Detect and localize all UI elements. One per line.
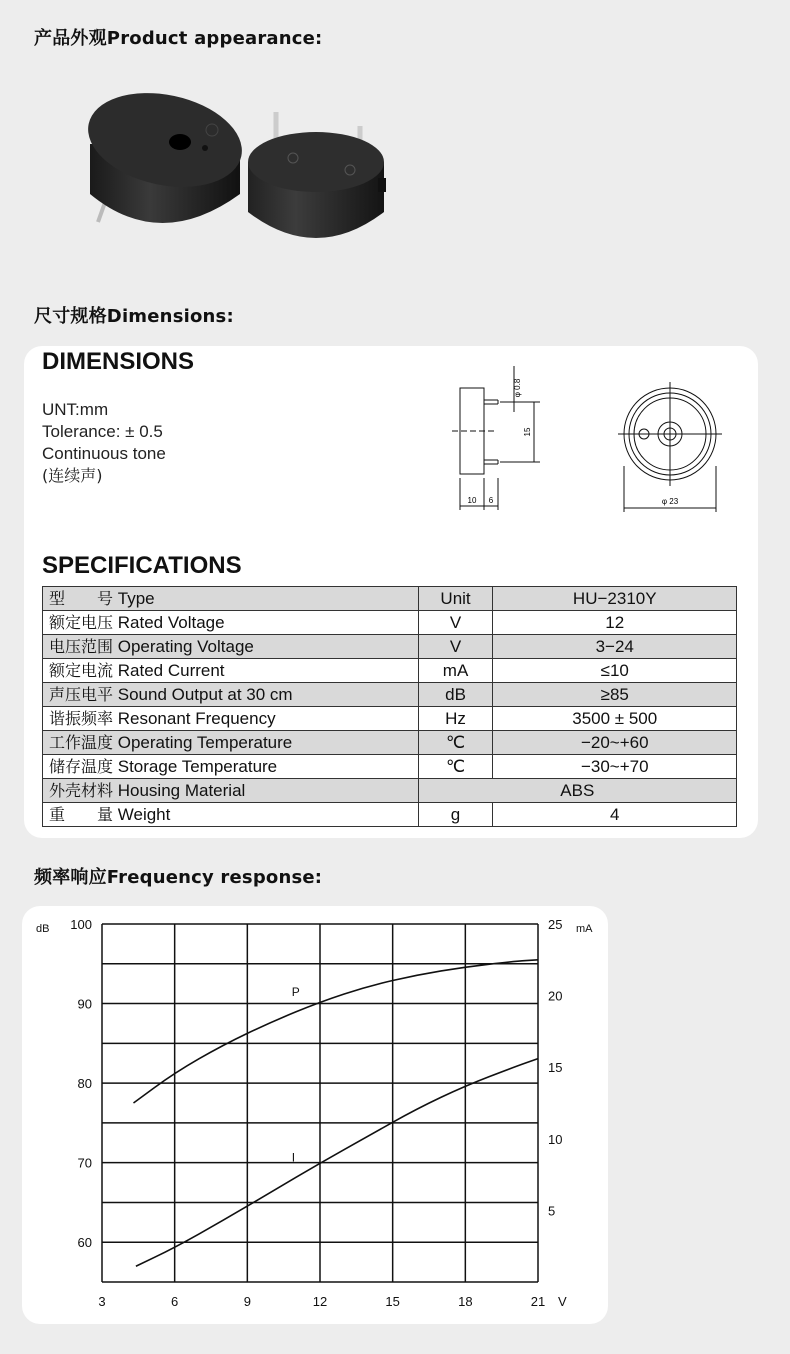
section-title-frequency: 频率响应Frequency response: xyxy=(34,867,323,888)
dim-pin-spacing-label: 15 xyxy=(523,427,532,437)
spec-parameter-en: Rated Voltage xyxy=(117,613,225,632)
spec-unit-cell: ℃ xyxy=(418,731,493,755)
y-tick-label: 60 xyxy=(77,1235,92,1251)
spec-row xyxy=(43,635,737,659)
tone-zh-note: (连续声) xyxy=(42,466,103,485)
spec-value-cell: −30~+70 xyxy=(493,755,737,779)
spec-row xyxy=(43,659,737,683)
spec-unit-cell: ℃ xyxy=(418,755,493,779)
spec-parameter-cell xyxy=(43,707,419,731)
specifications-table xyxy=(42,586,737,827)
spec-parameter-en: Resonant Frequency xyxy=(117,709,276,728)
spec-row xyxy=(43,707,737,731)
x-axis-label: V xyxy=(558,1294,567,1309)
x-tick-label: 15 xyxy=(385,1294,400,1309)
product-photo xyxy=(80,82,400,262)
spec-parameter-cell xyxy=(43,731,419,755)
y2-tick-label: 20 xyxy=(548,988,563,1004)
spec-unit-cell: g xyxy=(418,803,493,827)
side-view-drawing xyxy=(444,360,574,515)
y-tick-label: 80 xyxy=(77,1076,92,1092)
tone-note: Continuous tone xyxy=(42,444,166,463)
spec-parameter-en: Weight xyxy=(117,805,171,824)
spec-parameter-en: Rated Current xyxy=(117,661,225,680)
buzzer-pin-view xyxy=(248,112,386,238)
spec-value-cell: 4 xyxy=(493,803,737,827)
frequency-response-chart xyxy=(22,906,608,1324)
spec-parameter-zh: 型 号 xyxy=(49,589,114,608)
spec-row xyxy=(43,587,737,611)
x-tick-label: 21 xyxy=(530,1294,546,1309)
dim-height-label: 10 xyxy=(467,496,477,505)
spec-value-cell: HU−2310Y xyxy=(493,587,737,611)
section-title-appearance: 产品外观Product appearance: xyxy=(34,28,323,49)
y2-tick-label: 10 xyxy=(548,1131,563,1147)
series-label-i: I xyxy=(291,1150,296,1165)
spec-parameter-cell xyxy=(43,659,419,683)
spec-parameter-en: Sound Output at 30 cm xyxy=(117,685,293,704)
spec-parameter-cell xyxy=(43,683,419,707)
spec-value-cell: 3−24 xyxy=(493,635,737,659)
dim-diameter-label: φ 23 xyxy=(661,497,679,506)
section-title-dimensions: 尺寸规格Dimensions: xyxy=(34,306,234,327)
spec-parameter-zh: 重 量 xyxy=(49,805,114,824)
spec-parameter-zh: 额定电流 xyxy=(49,661,114,680)
spec-row xyxy=(43,683,737,707)
spec-unit-cell: V xyxy=(418,635,493,659)
spec-value-cell: ABS xyxy=(418,779,736,803)
y2-tick-label: 15 xyxy=(548,1060,563,1076)
tolerance-note: Tolerance: ± 0.5 xyxy=(42,422,163,441)
unit-note: UNT:mm xyxy=(42,400,109,419)
spec-row xyxy=(43,779,737,803)
spec-row xyxy=(43,755,737,779)
dim-pin-diameter-label: φ 0.8 xyxy=(513,378,522,398)
spec-parameter-en: Housing Material xyxy=(117,781,246,800)
spec-parameter-en: Operating Voltage xyxy=(117,637,254,656)
spec-parameter-en: Type xyxy=(117,589,155,608)
spec-parameter-zh: 电压范围 xyxy=(49,637,114,656)
spec-value-cell: ≥85 xyxy=(493,683,737,707)
buzzer-front-view xyxy=(80,82,251,223)
x-tick-label: 3 xyxy=(98,1294,106,1309)
series-label-p: P xyxy=(291,984,300,999)
dim-pin-length-label: 6 xyxy=(488,496,494,505)
spec-row xyxy=(43,611,737,635)
dimensions-heading: DIMENSIONS xyxy=(42,348,195,375)
y-tick-label: 90 xyxy=(77,996,92,1012)
spec-unit-cell: dB xyxy=(418,683,493,707)
x-tick-label: 9 xyxy=(243,1294,251,1309)
spec-parameter-zh: 谐振频率 xyxy=(49,709,114,728)
y2-axis-label: mA xyxy=(576,923,593,935)
spec-parameter-cell xyxy=(43,755,419,779)
x-tick-label: 12 xyxy=(312,1294,328,1309)
spec-parameter-zh: 储存温度 xyxy=(49,757,114,776)
spec-parameter-zh: 外壳材料 xyxy=(49,781,114,800)
spec-value-cell: ≤10 xyxy=(493,659,737,683)
spec-value-cell: 3500 ± 500 xyxy=(493,707,737,731)
y2-tick-label: 5 xyxy=(548,1203,556,1219)
spec-unit-cell: V xyxy=(418,611,493,635)
y-axis-label: dB xyxy=(36,923,50,935)
spec-parameter-cell xyxy=(43,803,419,827)
y2-tick-label: 25 xyxy=(548,917,563,932)
spec-unit-cell: mA xyxy=(418,659,493,683)
y-tick-label: 70 xyxy=(77,1155,92,1171)
specifications-heading: SPECIFICATIONS xyxy=(42,552,242,579)
spec-parameter-cell xyxy=(43,587,419,611)
spec-row xyxy=(43,731,737,755)
spec-value-cell: −20~+60 xyxy=(493,731,737,755)
spec-unit-cell: Unit xyxy=(418,587,493,611)
spec-parameter-zh: 声压电平 xyxy=(49,685,114,704)
spec-unit-cell: Hz xyxy=(418,707,493,731)
x-tick-label: 6 xyxy=(171,1294,179,1309)
spec-value-cell: 12 xyxy=(493,611,737,635)
spec-parameter-en: Storage Temperature xyxy=(117,757,278,776)
dimensions-card xyxy=(24,346,758,838)
spec-parameter-cell xyxy=(43,611,419,635)
frequency-response-card xyxy=(22,906,608,1324)
spec-parameter-zh: 额定电压 xyxy=(49,613,114,632)
top-view-drawing xyxy=(614,376,724,516)
spec-parameter-zh: 工作温度 xyxy=(49,733,114,752)
spec-parameter-en: Operating Temperature xyxy=(117,733,293,752)
spec-parameter-cell xyxy=(43,635,419,659)
y-tick-label: 100 xyxy=(70,917,92,932)
spec-parameter-cell xyxy=(43,779,419,803)
x-tick-label: 18 xyxy=(458,1294,473,1309)
spec-row xyxy=(43,803,737,827)
